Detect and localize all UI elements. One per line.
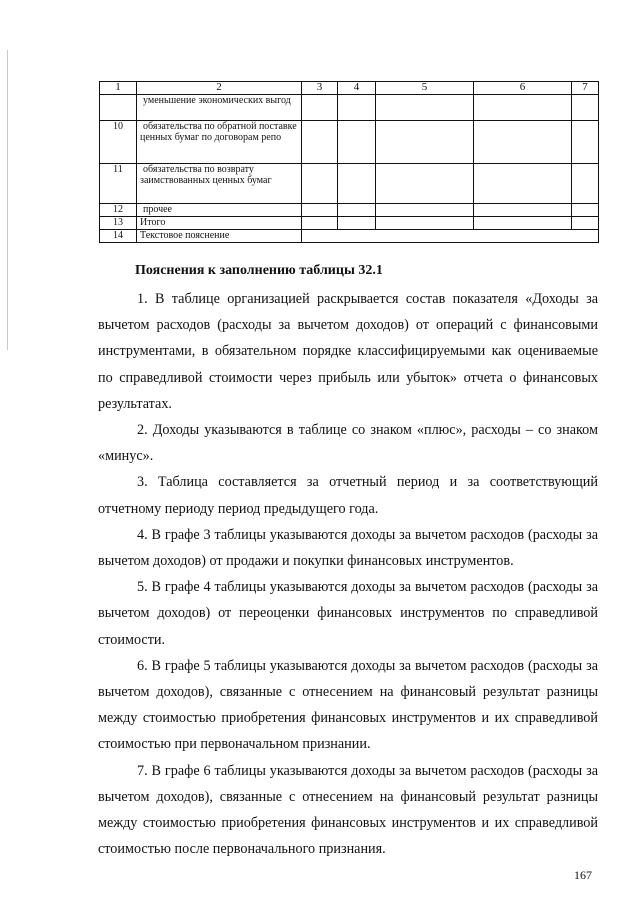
table-cell [474, 217, 572, 230]
table-cell [302, 121, 338, 164]
table-cell [376, 121, 474, 164]
table-cell [572, 95, 599, 121]
merged-text-cell [302, 230, 599, 243]
table-cell [338, 121, 376, 164]
table-row [100, 217, 599, 230]
column-header: 2 [137, 82, 302, 95]
row-label: Итого [137, 217, 302, 230]
scan-margin-line [7, 50, 8, 350]
row-number: 11 [100, 164, 137, 204]
row-label: обязательства по обратной поставке ценных бумаг по договорам репо [137, 121, 302, 164]
table-cell [338, 217, 376, 230]
page-number: 167 [574, 868, 592, 882]
table-row [100, 121, 599, 164]
table-row [100, 230, 599, 243]
table-row [100, 164, 599, 204]
column-header: 5 [376, 82, 474, 95]
column-header: 3 [302, 82, 338, 95]
paragraph: 3. Таблица составляется за отчетный период и за соответствующий отчетному периоду период предыдущего года. [98, 474, 598, 517]
paragraph: 2. Доходы указываются в таблице со знаком «плюс», расходы – со знаком «минус». [98, 422, 598, 465]
table-cell [474, 95, 572, 121]
table-cell [376, 164, 474, 204]
row-number: 14 [100, 230, 137, 243]
table-cell [376, 217, 474, 230]
table-cell [338, 204, 376, 217]
table-cell [376, 95, 474, 121]
table-cell [302, 204, 338, 217]
paragraph: 1. В таблице организацией раскрывается состав показателя «Доходы за вычетом расходов (расходы за вычетом доходов) от операций с финансовыми инструментами, в обязательном порядке классифицируемыми как оцениваемые по справедливой стоимости через прибыль или убыток» отчета о финансовых результатах. [98, 291, 598, 412]
row-number: 10 [100, 121, 137, 164]
table-cell [474, 204, 572, 217]
paragraph: 7. В графе 6 таблицы указываются доходы за вычетом расходов (расходы за вычетом доходов), связанные с отнесением на финансовый результат разницы между стоимостью приобретения финансовых инструментов и их справедливой стоимостью после первоначального признания. [98, 762, 598, 858]
table-cell [302, 95, 338, 121]
paragraph: 4. В графе 3 таблицы указываются доходы за вычетом расходов (расходы за вычетом доходов) от продажи и покупки финансовых инструментов. [98, 526, 598, 570]
table-cell [474, 121, 572, 164]
table-cell [338, 164, 376, 204]
column-header: 4 [338, 82, 376, 95]
table-row [100, 95, 599, 121]
paragraph: 5. В графе 4 таблицы указываются доходы за вычетом расходов (расходы за вычетом доходов) от переоценки финансовых инструментов по справедливой стоимости. [98, 579, 598, 648]
table-cell [572, 217, 599, 230]
row-label: обязательства по возврату заимствованных ценных бумаг [137, 164, 302, 204]
row-label: Текстовое пояснение [137, 230, 302, 243]
paragraph: 6. В графе 5 таблицы указываются доходы за вычетом расходов (расходы за вычетом доходов), связанные с отнесением на финансовый результат разницы между стоимостью приобретения финансовых инструментов и их справедливой стоимостью при первоначальном признании. [98, 657, 598, 753]
row-number [100, 95, 137, 121]
row-label: прочее [137, 204, 302, 217]
table-cell [474, 164, 572, 204]
table-row [100, 204, 599, 217]
data-table [99, 81, 599, 243]
body-text [98, 286, 598, 862]
column-header: 7 [572, 82, 599, 95]
column-header: 1 [100, 82, 137, 95]
table-cell [572, 164, 599, 204]
section-title: Пояснения к заполнению таблицы 32.1 [135, 263, 383, 278]
row-label: уменьшение экономических выгод [137, 95, 302, 121]
table-cell [376, 204, 474, 217]
column-header: 6 [474, 82, 572, 95]
table-cell [302, 217, 338, 230]
table-cell [338, 95, 376, 121]
table-cell [572, 121, 599, 164]
table-cell [302, 164, 338, 204]
table-header-row [100, 82, 599, 95]
table-cell [572, 204, 599, 217]
row-number: 12 [100, 204, 137, 217]
row-number: 13 [100, 217, 137, 230]
